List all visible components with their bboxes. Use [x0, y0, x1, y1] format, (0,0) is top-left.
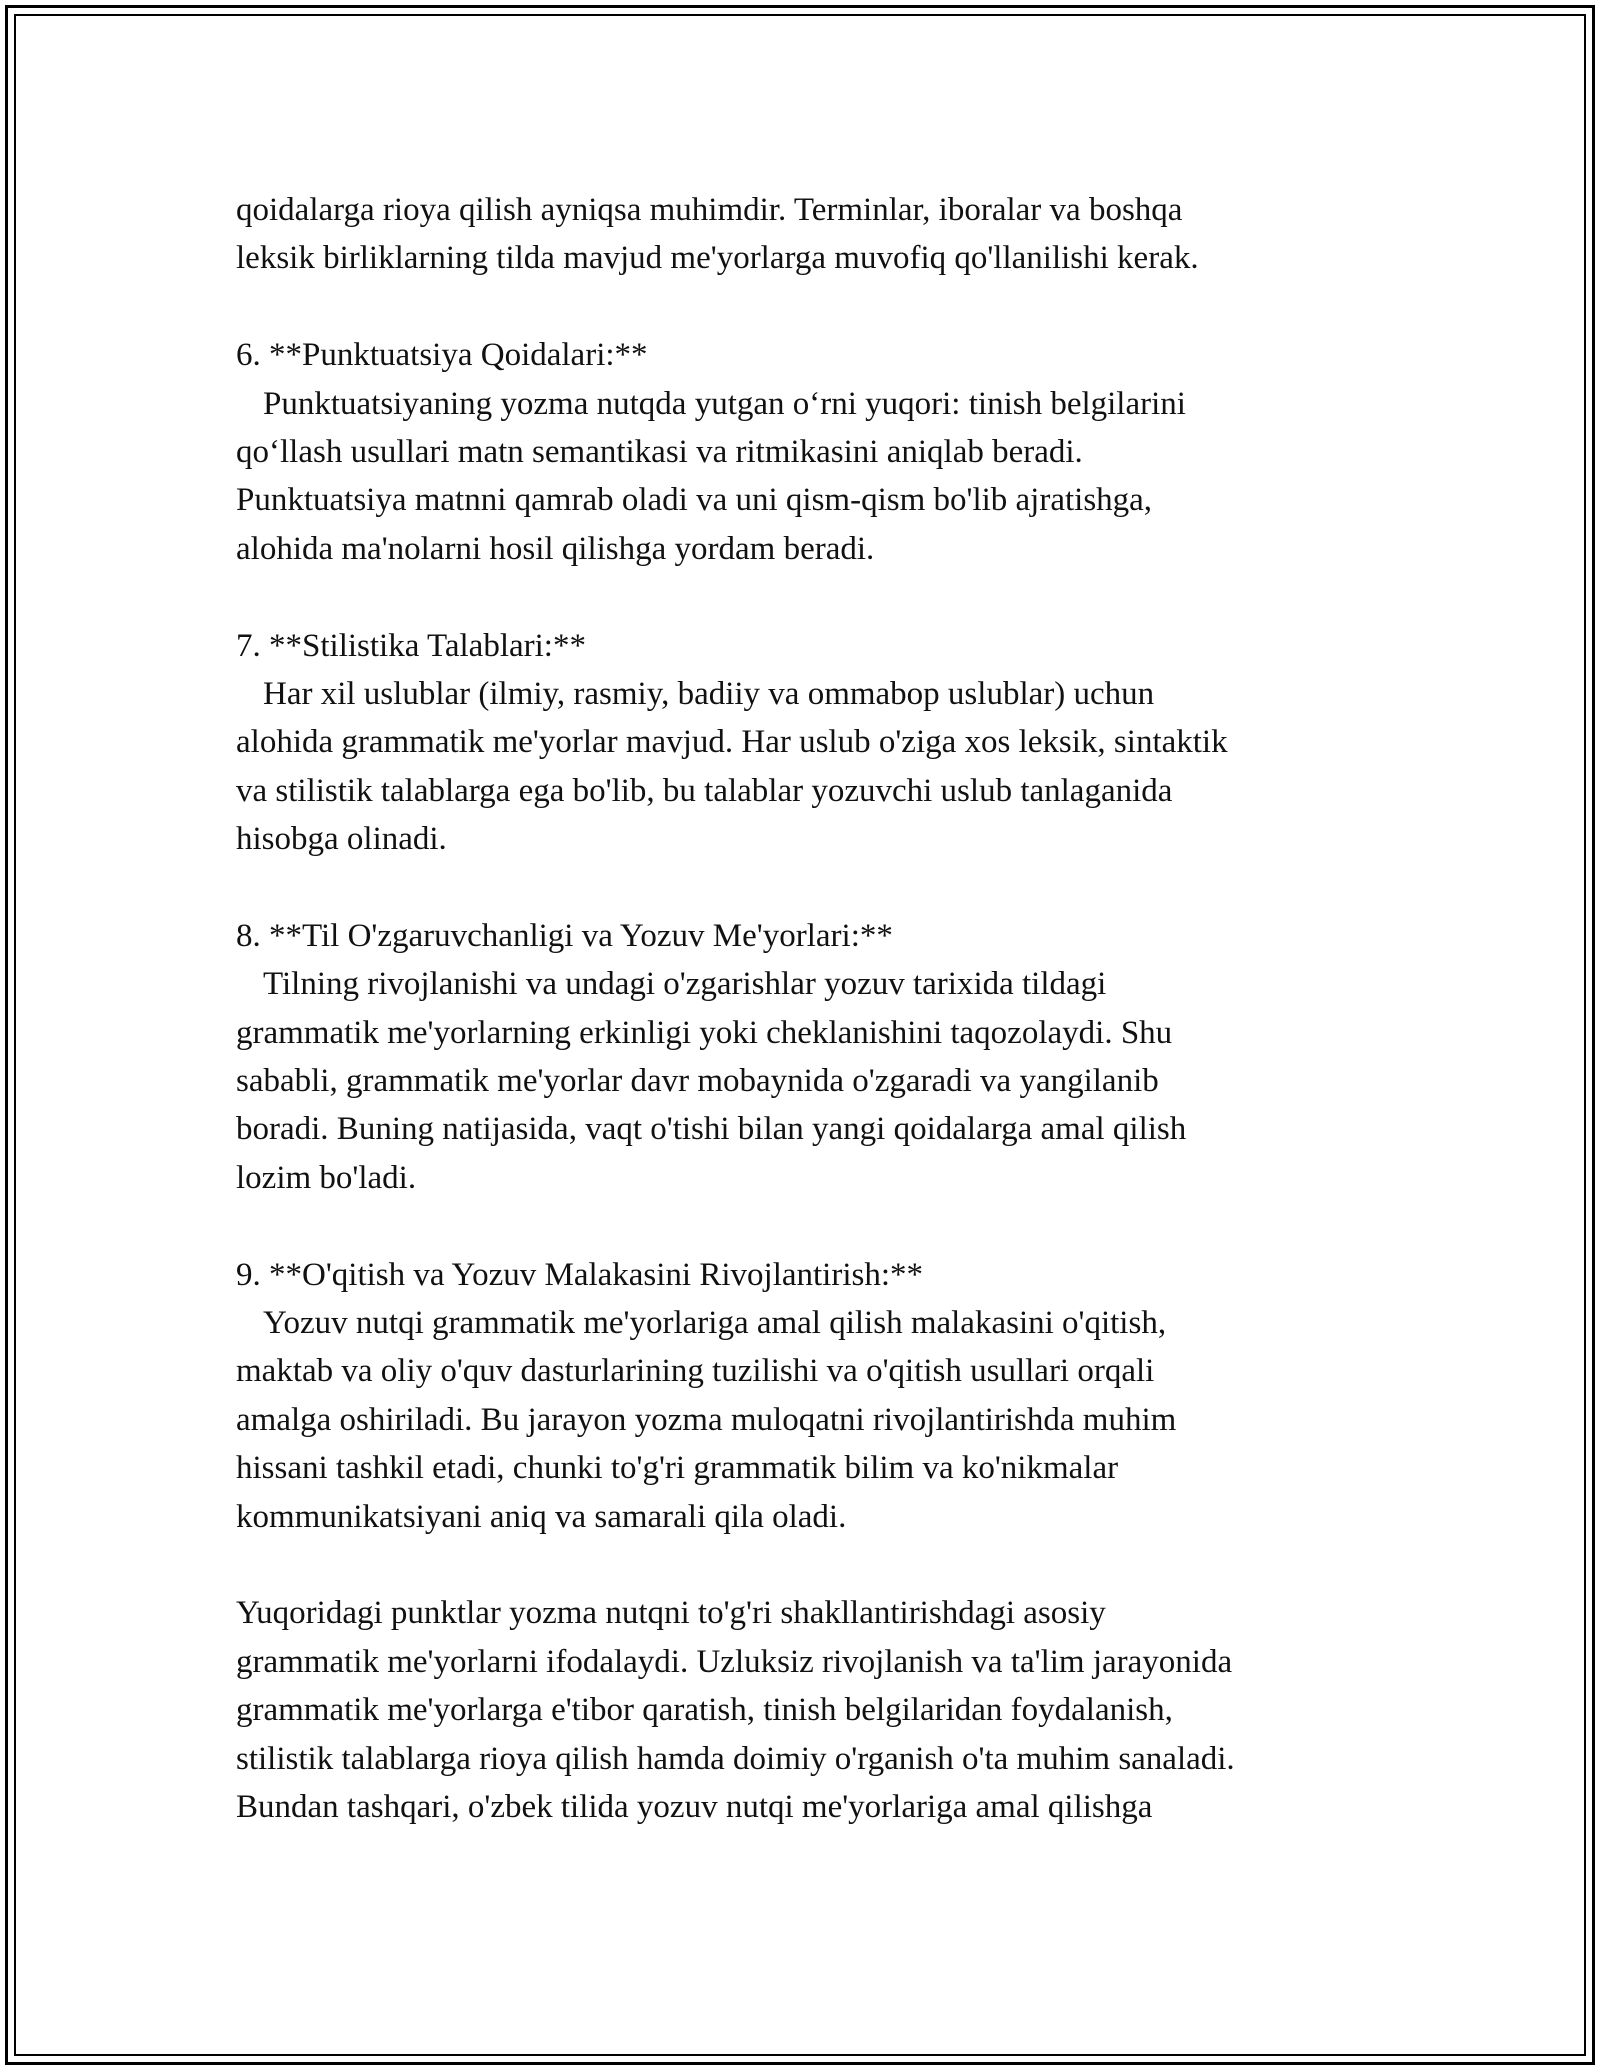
- section-heading: 7. **Stilistika Talablari:**: [236, 627, 586, 664]
- intro-paragraph: [236, 186, 1376, 283]
- paragraph-gap: [236, 283, 1376, 331]
- text-line: sababli, grammatik me'yorlar davr mobaynida o'zgaradi va yangilanib: [236, 1063, 1159, 1100]
- text-line: Punktuatsiyaning yozma nutqda yutgan o‘rni yuqori: tinish belgilarini: [263, 385, 1186, 422]
- section-heading: 8. **Til O'zgaruvchanligi va Yozuv Me'yorlari:**: [236, 917, 893, 954]
- text-line: stilistik talablarga rioya qilish hamda doimiy o'rganish o'ta muhim sanaladi.: [236, 1740, 1235, 1777]
- document-body: [236, 186, 1376, 1831]
- text-line: boradi. Buning natijasida, vaqt o'tishi bilan yangi qoidalarga amal qilish: [236, 1111, 1187, 1148]
- section-9: [236, 1251, 1376, 1541]
- section-7: [236, 622, 1376, 864]
- section-heading: 9. **O'qitish va Yozuv Malakasini Rivojlantirish:**: [236, 1256, 924, 1293]
- text-line: amalga oshiriladi. Bu jarayon yozma muloqatni rivojlantirishda muhim: [236, 1401, 1177, 1438]
- text-line: qoidalarga rioya qilish ayniqsa muhimdir. Terminlar, iboralar va boshqa: [236, 192, 1183, 228]
- text-line: hissani tashkil etadi, chunki to'g'ri grammatik bilim va ko'nikmalar: [236, 1450, 1119, 1487]
- text-line: Yozuv nutqi grammatik me'yorlariga amal qilish malakasini o'qitish,: [263, 1304, 1167, 1341]
- text-line: alohida grammatik me'yorlar mavjud. Har uslub o'ziga xos leksik, sintaktik: [236, 724, 1228, 761]
- text-line: hisobga olinadi.: [236, 821, 447, 858]
- text-line: qo‘llash usullari matn semantikasi va ritmikasini aniqlab beradi.: [236, 433, 1083, 470]
- text-line: lozim bo'ladi.: [236, 1159, 417, 1196]
- text-line: maktab va oliy o'quv dasturlarining tuzilishi va o'qitish usullari orqali: [236, 1353, 1155, 1390]
- text-line: alohida ma'nolarni hosil qilishga yordam beradi.: [236, 530, 875, 567]
- text-line: Har xil uslublar (ilmiy, rasmiy, badiiy va ommabop uslublar) uchun: [263, 675, 1155, 712]
- text-line: grammatik me'yorlarni ifodalaydi. Uzluksiz rivojlanish va ta'lim jarayonida: [236, 1643, 1233, 1680]
- text-line: va stilistik talablarga ega bo'lib, bu talablar yozuvchi uslub tanlaganida: [236, 772, 1173, 809]
- section-heading: 6. **Punktuatsiya Qoidalari:**: [236, 337, 648, 374]
- text-line: grammatik me'yorlarning erkinligi yoki cheklanishini taqozolaydi. Shu: [236, 1014, 1173, 1051]
- text-line: Tilning rivojlanishi va undagi o'zgarishlar yozuv tarixida tildagi: [263, 966, 1107, 1003]
- section-6: [236, 331, 1376, 573]
- text-line: grammatik me'yorlarga e'tibor qaratish, tinish belgilaridan foydalanish,: [236, 1692, 1173, 1729]
- paragraph-gap: [236, 573, 1376, 621]
- paragraph-gap: [236, 863, 1376, 911]
- text-line: kommunikatsiyani aniq va samarali qila oladi.: [236, 1498, 847, 1535]
- paragraph-gap: [236, 1541, 1376, 1589]
- text-line: leksik birliklarning tilda mavjud me'yorlarga muvofiq qo'llanilishi kerak.: [236, 240, 1199, 277]
- text-line: Bundan tashqari, o'zbek tilida yozuv nutqi me'yorlariga amal qilishga: [236, 1788, 1153, 1825]
- text-line: Yuqoridagi punktlar yozma nutqni to'g'ri shakllantirishdagi asosiy: [236, 1595, 1106, 1632]
- text-line: Punktuatsiya matnni qamrab oladi va uni qism-qism bo'lib ajratishga,: [236, 482, 1153, 519]
- section-8: [236, 912, 1376, 1202]
- paragraph-gap: [236, 1202, 1376, 1250]
- conclusion-paragraph: [236, 1589, 1376, 1831]
